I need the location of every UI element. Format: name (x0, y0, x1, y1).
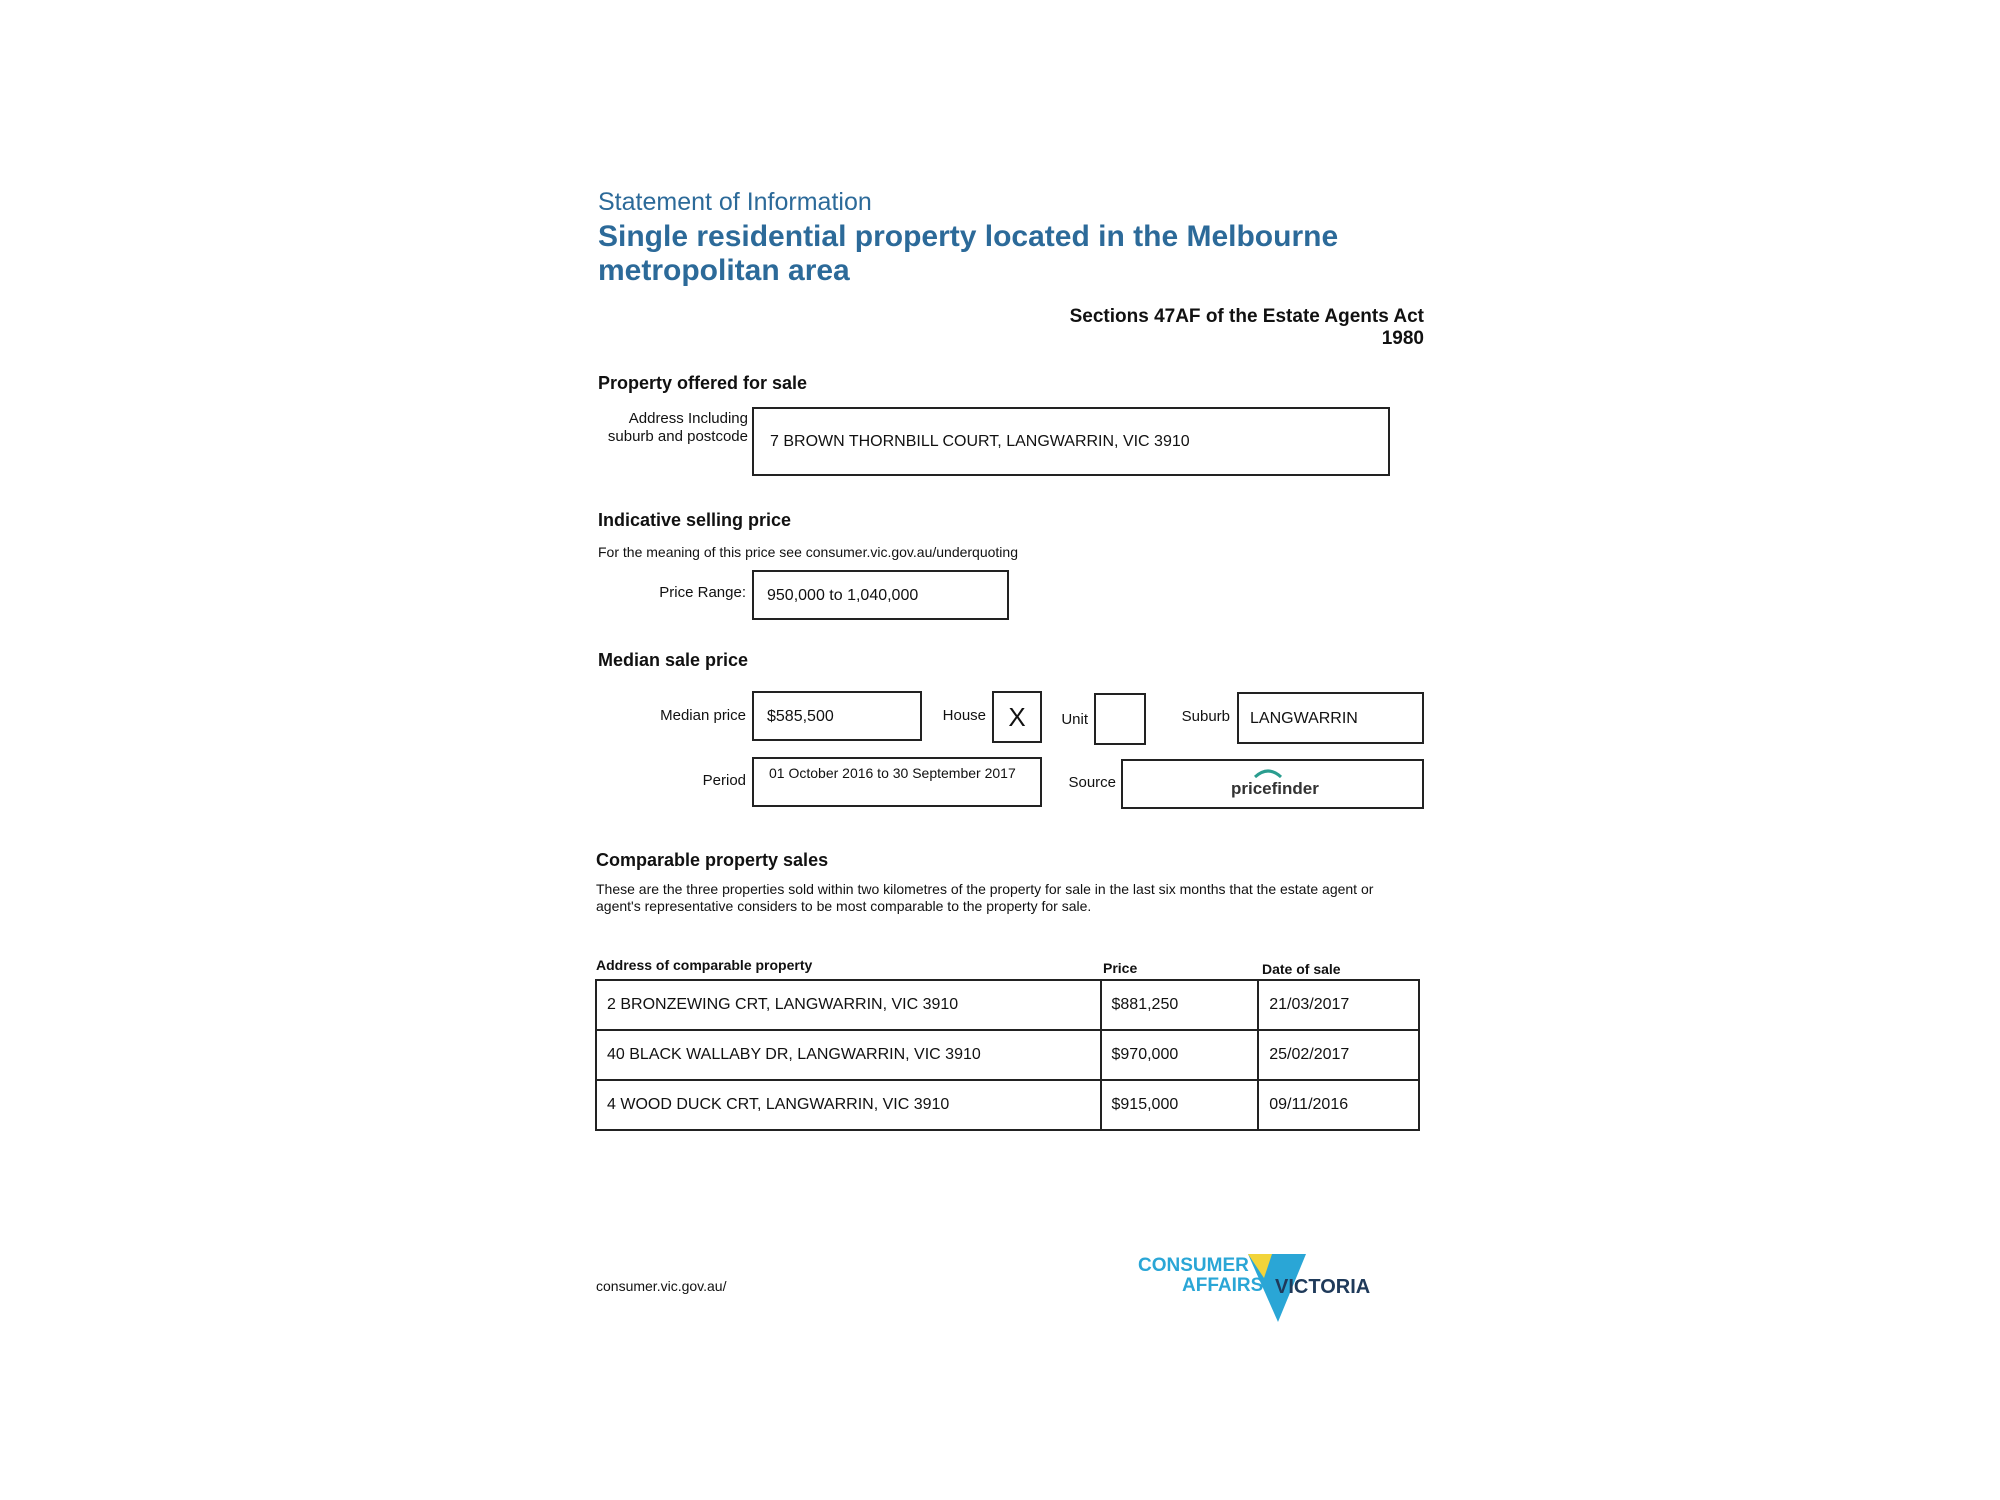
row-price: $915,000 (1101, 1080, 1259, 1130)
unit-checkbox (1094, 693, 1146, 745)
indicative-note: For the meaning of this price see consumer.vic.gov.au/underquoting (598, 544, 1018, 560)
pricefinder-logo: pricefinder (1231, 779, 1319, 798)
table-row (596, 1030, 1419, 1080)
unit-label: Unit (1061, 711, 1088, 728)
price-range-value: 950,000 to 1,040,000 (767, 587, 919, 604)
row-date: 21/03/2017 (1258, 980, 1419, 1030)
logo-line-victoria: VICTORIA (1275, 1276, 1371, 1298)
median-price-value: $585,500 (767, 708, 834, 725)
column-header-address: Address of comparable property (596, 957, 813, 973)
row-price: $881,250 (1101, 980, 1259, 1030)
row-address: 4 WOOD DUCK CRT, LANGWARRIN, VIC 3910 (596, 1080, 1101, 1130)
period-field (752, 757, 1042, 807)
row-address: 40 BLACK WALLABY DR, LANGWARRIN, VIC 3910 (596, 1030, 1101, 1080)
price-range-label: Price Range: (659, 584, 746, 601)
table-row (596, 1080, 1419, 1130)
suburb-value: LANGWARRIN (1250, 710, 1358, 727)
footer-url: consumer.vic.gov.au/ (596, 1278, 727, 1294)
row-price: $970,000 (1101, 1030, 1259, 1080)
comparable-note: These are the three properties sold within two kilometres of the property for sale in the last six months that the estate agent or agent's representative considers to be most comparable to the property for sale. (596, 881, 1374, 914)
logo-line-affairs: AFFAIRS (1182, 1275, 1264, 1296)
consumer-affairs-victoria-logo (1130, 1250, 1390, 1330)
address-value: 7 BROWN THORNBILL COURT, LANGWARRIN, VIC 3910 (770, 433, 1190, 450)
act-reference: Sections 47AF of the Estate Agents Act 1980 (1069, 306, 1424, 349)
suburb-field (1237, 692, 1424, 744)
median-price-label: Median price (660, 707, 746, 724)
row-date: 25/02/2017 (1258, 1030, 1419, 1080)
column-header-price: Price (1103, 960, 1138, 976)
document-title: Single residential property located in the Melbourne metropolitan area (598, 220, 1339, 287)
address-label: Address Including suburb and postcode (607, 410, 748, 445)
section-heading-median: Median sale price (598, 650, 749, 670)
row-address: 2 BRONZEWING CRT, LANGWARRIN, VIC 3910 (596, 980, 1101, 1030)
period-value: 01 October 2016 to 30 September 2017 (769, 765, 1016, 781)
section-heading-property: Property offered for sale (598, 373, 808, 393)
comparable-sales-table (595, 979, 1420, 1131)
median-price-field (752, 691, 922, 741)
period-label: Period (702, 772, 746, 789)
suburb-label: Suburb (1181, 708, 1230, 725)
row-date: 09/11/2016 (1258, 1080, 1419, 1130)
section-heading-indicative: Indicative selling price (598, 510, 792, 530)
table-row (596, 980, 1419, 1030)
section-heading-comparable: Comparable property sales (596, 850, 829, 870)
pricefinder-arc-icon (1253, 768, 1283, 778)
source-label: Source (1068, 774, 1116, 791)
house-checkbox: X (992, 691, 1042, 743)
source-field (1121, 759, 1424, 809)
address-field (752, 407, 1390, 476)
column-header-date: Date of sale (1262, 961, 1341, 977)
document-subtitle: Statement of Information (598, 188, 872, 216)
house-label: House (942, 707, 986, 724)
price-range-field (752, 570, 1009, 620)
logo-line-consumer: CONSUMER (1138, 1255, 1249, 1276)
